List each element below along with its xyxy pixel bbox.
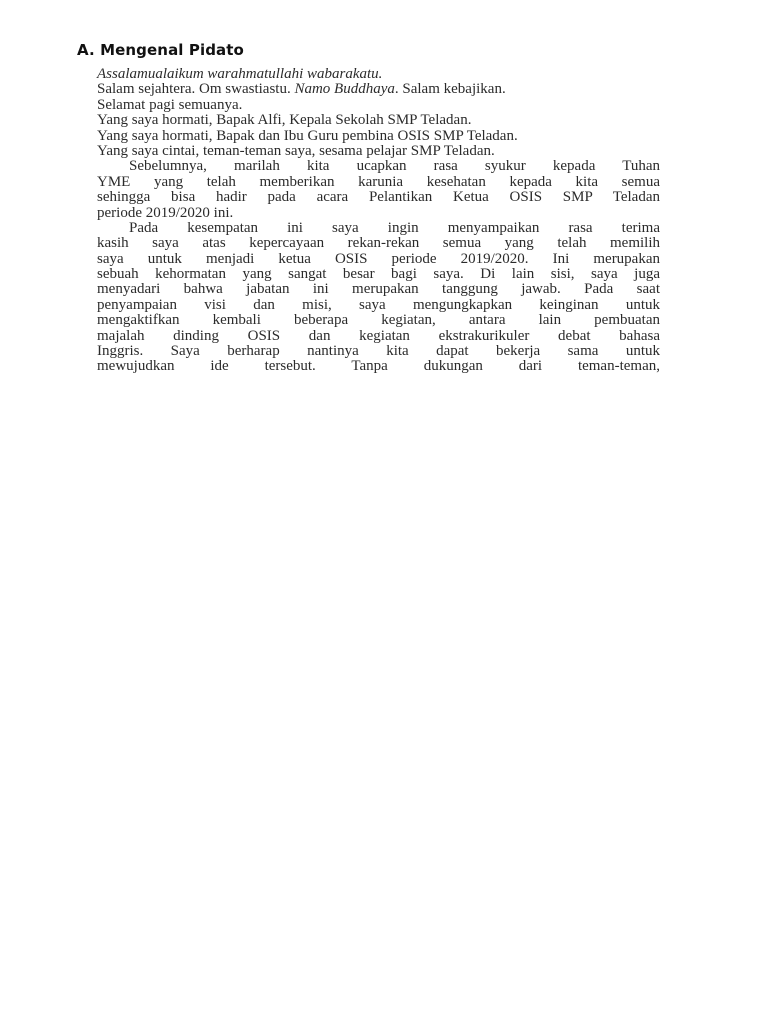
paragraph-2-line: kasih saya atas kepercayaan rekan-rekan semua yang telah memilih [97,235,660,252]
paragraph-2-line: mengaktifkan kembali beberapa kegiatan, antara lain pembuatan [97,312,660,329]
paragraph-1-line: Sebelumnya, marilah kita ucapkan rasa syukur kepada Tuhan [129,158,660,175]
paragraph-2-line: penyampaian visi dan misi, saya mengungkapkan keinginan untuk [97,296,660,313]
paragraph-1-line: sehingga bisa hadir pada acara Pelantikan Ketua OSIS SMP Teladan [97,189,660,206]
respect-line-1: Yang saya hormati, Bapak Alfi, Kepala Sekolah SMP Teladan. [97,112,472,129]
paragraph-2-line: Inggris. Saya berharap nantinya kita dapat bekerja sama untuk [97,343,660,360]
paragraph-2-line: Pada kesempatan ini saya ingin menyampaikan rasa terima [129,219,660,236]
salutation-line: Assalamualaikum warahmatullahi wabarakatu. [97,66,383,82]
paragraph-2-line: sebuah kehormatan yang sangat besar bagi saya. Di lain sisi, saya juga [97,266,660,283]
paragraph-2-line: majalah dinding OSIS dan kegiatan ekstrakurikuler debat bahasa [97,327,660,344]
beloved-line: Yang saya cintai, teman-teman saya, sesama pelajar SMP Teladan. [97,142,495,159]
page-heading: A. Mengenal Pidato [77,41,244,59]
greeting-post: . Salam kebajikan. [394,81,506,98]
speech-text-image [97,67,660,375]
respect-line-2: Yang saya hormati, Bapak dan Ibu Guru pembina OSIS SMP Teladan. [97,127,518,144]
greeting-italic: Namo Buddhaya [294,81,395,98]
paragraph-1-line: YME yang telah memberikan karunia kesehatan kepada kita semua [97,173,660,190]
greeting-line [97,82,660,97]
greeting-pre: Salam sejahtera. Om swastiastu. [97,81,295,98]
paragraph-2-line: menyadari bahwa jabatan ini merupakan tanggung jawab. Pada saat [97,281,660,298]
paragraph-2-line: mewujudkan ide tersebut. Tanpa dukungan dari teman-teman, [97,358,660,375]
paragraph-2-line: saya untuk menjadi ketua OSIS periode 2019/2020. Ini merupakan [97,250,660,267]
paragraph-1-line: periode 2019/2020 ini. [97,204,234,221]
morning-line: Selamat pagi semuanya. [97,96,243,113]
